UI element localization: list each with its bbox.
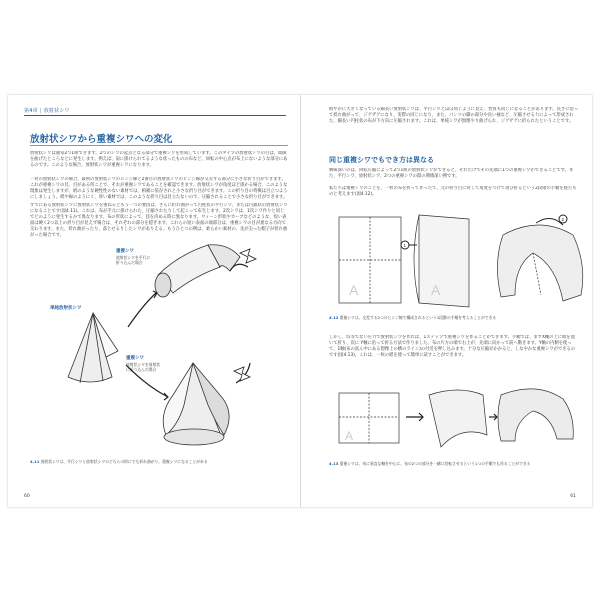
- figure-4-11-illustration: [8, 95, 300, 507]
- figure-4-11-caption: [30, 459, 290, 465]
- right-page-number: 61: [570, 494, 576, 499]
- simple-radial-fold-label: 単純放射状シワ: [50, 306, 82, 311]
- figure-4-11-number: 4.11: [30, 459, 40, 464]
- overlap-fold-label-top: 重複シワ: [116, 249, 134, 254]
- chapter-topic: 放射状シワ: [43, 108, 70, 114]
- overlap-fold-note-bottom: 放射状シワを放射状 に折り込んだ場合: [126, 362, 161, 372]
- figure-4-12-illustration: [301, 95, 592, 507]
- left-paragraph-2: 一対の放射状シワの場合、最初の放射状シワのヒンジ線と2番目の放射状シワのヒンジ線が交差する部分に小さな折り目ができます。これが重複シワの目。目がある所ことで、それが重複シワであることを確認できます。放射状シワが角度ほど掛かる場合、このような現象は発生しますが、紙のような硬性性のない素材では、相補に依存されと小さな折り目ができます。この折り目の特徴は目立つようにしましょう。紙や線のようにく、厚い素材では、このような折り目は目立たないので、圧縮されることで小さな折り目ができます。: [30, 177, 288, 200]
- figure-4-12-caption-text: 重複シワは、交差する2つのヒンジ線で構成されるという2段階の手順を考えることができる: [339, 315, 497, 320]
- right-paragraph-1: 紙やかに大きくなっている細長い放射状シワは、平行シワとほぼ同じように見え、性質も同じになることがあります。長さに沿って折れ曲がって、ジグザグになり、実際の同じになり、また、パンツの脚の部分や長い袖など、圧縮させる力によって形成された、細長い円柱状の布が下方向に圧縮されます。これは、単純シワが無理やり曲げられ、ジグザグに折られたということです。: [329, 107, 579, 124]
- chapter-header: 第4章 | 放射状シワ: [24, 108, 70, 114]
- right-paragraph-4: しかし、均等でない圧力で放射状シワを作れば、1ステップで重複シワを作ることができます。手順では、まずX軸の上に紙を置いて折り、次に Y軸に沿って折る方法で作りました。布の片方の端で右上が、先端に向かって前へ動きます。Y軸の内側を使って、1軸(布の真ん中にある想像上の横のライン)の付近を押し込みます。十分な圧縮がかかると、しなやかな重複シワができるのです(図4.13)。これは、一枚の紙を使って簡単に試すことができます。: [329, 335, 576, 358]
- svg-text:A: A: [345, 429, 354, 443]
- svg-text:A: A: [349, 282, 359, 298]
- right-paragraph-3: 私たちは重複シワのことを、一枚の布を折って作ったて、元の折り目に対して角度をつけて再び折るという2段階の手順を経たものと考えます(図4.12)。: [329, 186, 577, 197]
- left-page-number: 60: [24, 494, 30, 499]
- figure-4-13-number: 4.13: [329, 461, 339, 466]
- book-spread: [8, 95, 592, 507]
- subsection-title: 同じ重複シワでもでき方は異なる: [329, 156, 434, 164]
- left-page: [8, 95, 300, 507]
- figure-4-12-number: 4.12: [329, 315, 339, 320]
- figure-4-13-caption: [329, 461, 584, 467]
- chapter-number: 第4章: [24, 108, 38, 114]
- overlap-fold-label-bottom: 重複シワ: [126, 356, 144, 361]
- left-paragraph-1: 放射状シワは通常2つ1組できます。2つのシワの起点となる部分で重複シワを形成しています。このタイプの放射状シワの目は、間隙を曲げたところなどに発生します。例えば、肩に掛けられてるような状ったものの布など、回転の中心点が布上にないような部分にあるのです。このような場合、放射状シワが重複シワになります。: [30, 151, 288, 168]
- svg-text:1: 1: [403, 243, 407, 248]
- right-page: [301, 95, 592, 507]
- right-paragraph-2: 興味深いのは、回転圧縮によって2つ1組の放射状シワができると、それだけでその先端に1つの重複シワができることです。また、平行シワ、放射状シワ、2つの重複シワの間の関係深い例です。: [329, 168, 574, 179]
- figure-4-13-caption-text: 重複シワは、布に垂直な軸を中心に、布の2つの部分を一緒に回転させるという1つの手順でも作ることができる: [339, 461, 531, 466]
- svg-text:A: A: [431, 282, 441, 298]
- svg-text:2: 2: [561, 217, 565, 222]
- section-title: 放射状シワから重複シワへの変化: [30, 134, 173, 145]
- figure-4-12-caption: [329, 315, 584, 321]
- figure-4-11-caption-text: 放射状シワは、平行シワと放射状シワのどちらの形にでも折れ曲がり、重複シワになることがある: [40, 459, 208, 464]
- overlap-fold-note-top: 放射状シワを平行に 折り込んだ場合: [116, 255, 151, 265]
- left-paragraph-3: すでにある放射状シワに放射状シワを重ねるともう一つの要因は、さらに折れ曲がって円柱状の平行シワ、または円錐状の放射状シワになることです(図4.11)。これは、布が手元に掛けられた、圧縮されたりして起こって布生じます。2次シワは、1次シワ作りと同じでどのように発生するかで異なります。布の形状によって、技を決める時に異なります。ウィーン形状やカーブなどのような、短い表面は硬く2つ以上の折り目が見えず場合は、それぞれの部分を隠ぎます。これらの短い表面の端部分は、重複シワの目が異なる方向で交わります。また、折れ曲がったり、落とせるりしたシワがありえる。もうひとつの例は、柔らかい素材の、先が尖った帽子が折れ曲がった場合です。: [30, 203, 288, 238]
